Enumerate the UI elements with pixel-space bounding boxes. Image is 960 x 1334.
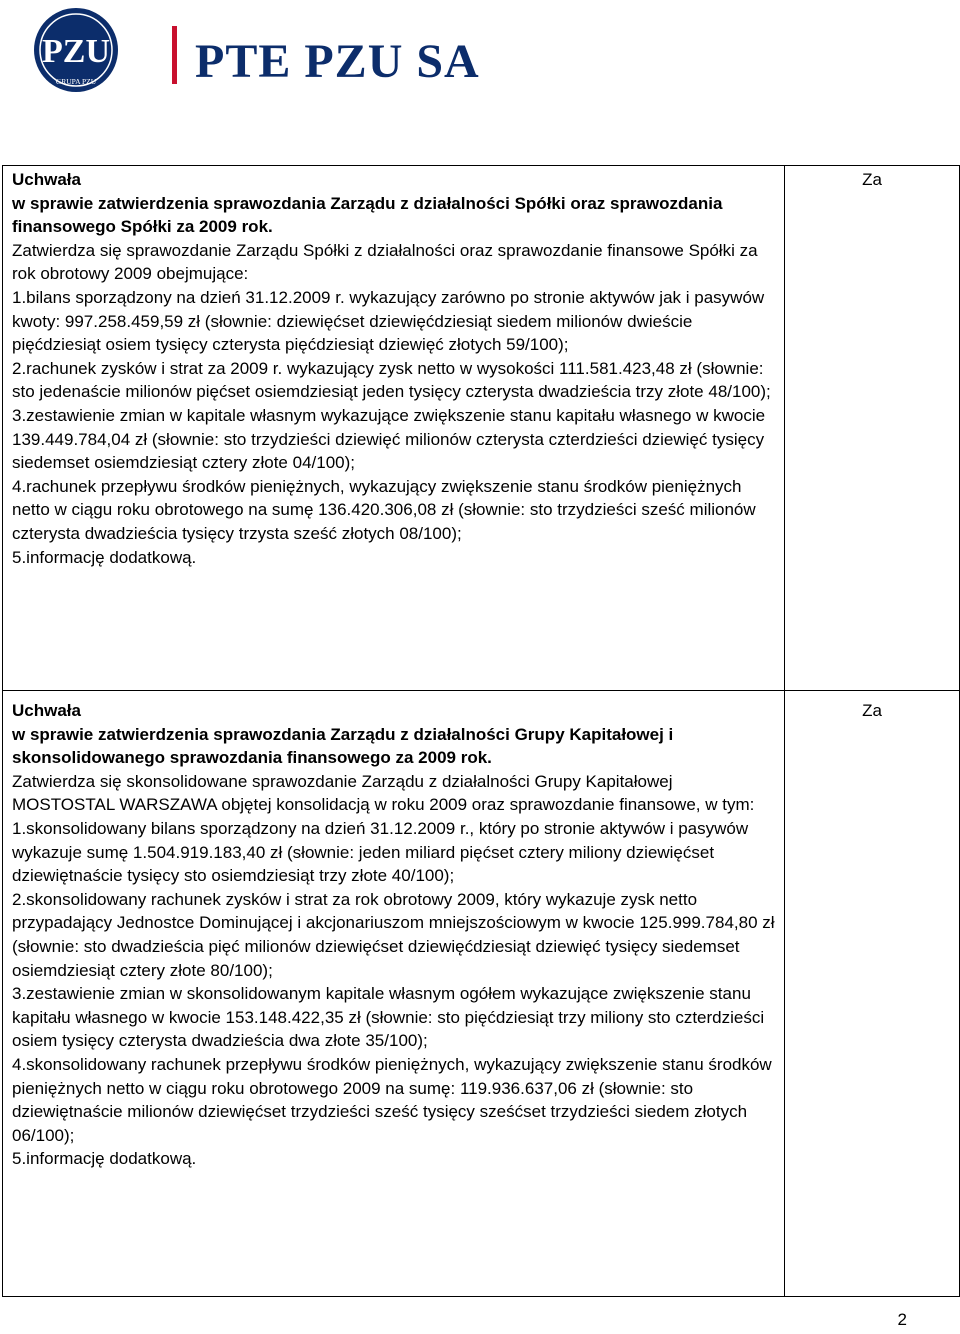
pzu-logo-icon: [14, 4, 154, 104]
vote-cell: [785, 166, 960, 691]
brand-name: PTE PZU SA: [195, 35, 480, 88]
header-divider: [172, 26, 177, 84]
resolution-paragraph: 5.informację dodatkową.: [12, 1149, 197, 1169]
resolution-row: [3, 166, 960, 691]
resolution-paragraph: 4.skonsolidowany rachunek przepływu środków pieniężnych, wykazujący zwiększenie stanu środków pieniężnych netto w ciągu roku obrotowego 2009 na sumę: 119.936.637,06 zł (słownie: sto dziewiętnaście milionów dziewięćset trzydzieści sześć tysięcy sześćset trzydzieści siedem złotych 06/100);: [12, 1054, 772, 1145]
resolution-paragraph: 5.informację dodatkową.: [12, 547, 197, 567]
resolution-content: [3, 166, 785, 691]
resolution-row: [3, 691, 960, 1297]
resolution-paragraph: Zatwierdza się skonsolidowane sprawozdanie Zarządu z działalności Grupy Kapitałowej MOSTOSTAL WARSZAWA objętej konsolidacją w roku 2009 oraz sprawozdanie finansowe, w tym:: [12, 771, 755, 815]
resolution-paragraph: 3.zestawienie zmian w skonsolidowanym kapitale własnym ogółem wykazujące zwiększenie stanu kapitału własnego w kwocie 153.148.422,35 zł (słownie: sto pięćdziesiąt trzy miliony sto czterdzieści osiem tysięcy czterysta dwadzieścia dwa złote 35/100);: [12, 984, 765, 1051]
resolution-paragraph: 2.rachunek zysków i strat za 2009 r. wykazujący zysk netto w wysokości 111.581.423,48 zł (słownie: sto jedenaście milionów pięćset osiemdziesiąt jeden tysięcy czterysta dwadzieścia trzy złote 48/100);: [12, 358, 771, 402]
resolution-title: w sprawie zatwierdzenia sprawozdania Zarządu z działalności Grupy Kapitałowej i skonsolidowanego sprawozdania finansowego za 2009 rok.: [12, 724, 674, 768]
resolution-paragraph: 1.skonsolidowany bilans sporządzony na dzień 31.12.2009 r., który po stronie aktywów i pasywów wykazuje sumę 1.504.919.183,40 zł (słownie: jeden miliard pięćset cztery miliony dziewięćset dziewiętnaście tysięcy sto osiemdziesiąt trzy złote 40/100);: [12, 818, 749, 886]
vote-value: Za: [862, 701, 882, 720]
resolution-paragraph: 4.rachunek przepływu środków pieniężnych, wykazujący zwiększenie stanu środków pieniężnych netto w ciągu roku obrotowego na sumę 136.420.306,08 zł (słownie: sto trzydzieści sześć milionów czterysta dwadzieścia tysięcy trzysta sześć złotych 08/100);: [12, 476, 756, 543]
resolution-paragraph: 1.bilans sporządzony na dzień 31.12.2009 r. wykazujący zarówno po stronie aktywów jak i pasywów kwoty: 997.258.459,59 zł (słownie: dziewięćset dziewięćdziesiąt siedem milionów dwieście pięćdziesiąt osiem tysięcy czterysta pięćdziesiąt dziewięć złotych 59/100);: [12, 287, 765, 355]
resolutions-table: [2, 165, 960, 1297]
resolution-title: w sprawie zatwierdzenia sprawozdania Zarządu z działalności Spółki oraz sprawozdania finansowego Spółki za 2009 rok.: [12, 193, 723, 237]
vote-cell: [785, 691, 960, 1297]
logo-text: PZU: [42, 33, 110, 70]
page-number: 2: [897, 1310, 907, 1329]
resolution-paragraph: 2.skonsolidowany rachunek zysków i strat za rok obrotowy 2009, który wykazuje zysk netto przypadający Jednostce Dominującej i akcjonariuszom mniejszościowym w kwocie 125.999.784,80 zł (słownie: sto dwadzieścia pięć milionów dziewięćset dziewięćdziesiąt dziewięć tysięcy siedemset osiemdziesiąt cztery złote 80/100);: [12, 889, 775, 980]
logo-subtext: GRUPA PZU: [55, 77, 97, 86]
page-header: [14, 4, 614, 104]
resolution-paragraph: 3.zestawienie zmian w kapitale własnym wykazujące zwiększenie stanu kapitału własnego w kwocie 139.449.784,04 zł (słownie: sto trzydzieści dziewięć milionów czterysta czterdzieści dziewięć tysięcy siedemset osiemdziesiąt cztery złote 04/100);: [12, 405, 766, 473]
resolution-heading: Uchwała: [12, 701, 81, 720]
resolution-heading: Uchwała: [12, 170, 81, 189]
vote-value: Za: [862, 170, 882, 189]
resolution-content: [3, 691, 785, 1297]
resolution-paragraph: Zatwierdza się sprawozdanie Zarządu Spółki z działalności oraz sprawozdanie finansowe Spółki za rok obrotowy 2009 obejmujące:: [12, 240, 758, 284]
